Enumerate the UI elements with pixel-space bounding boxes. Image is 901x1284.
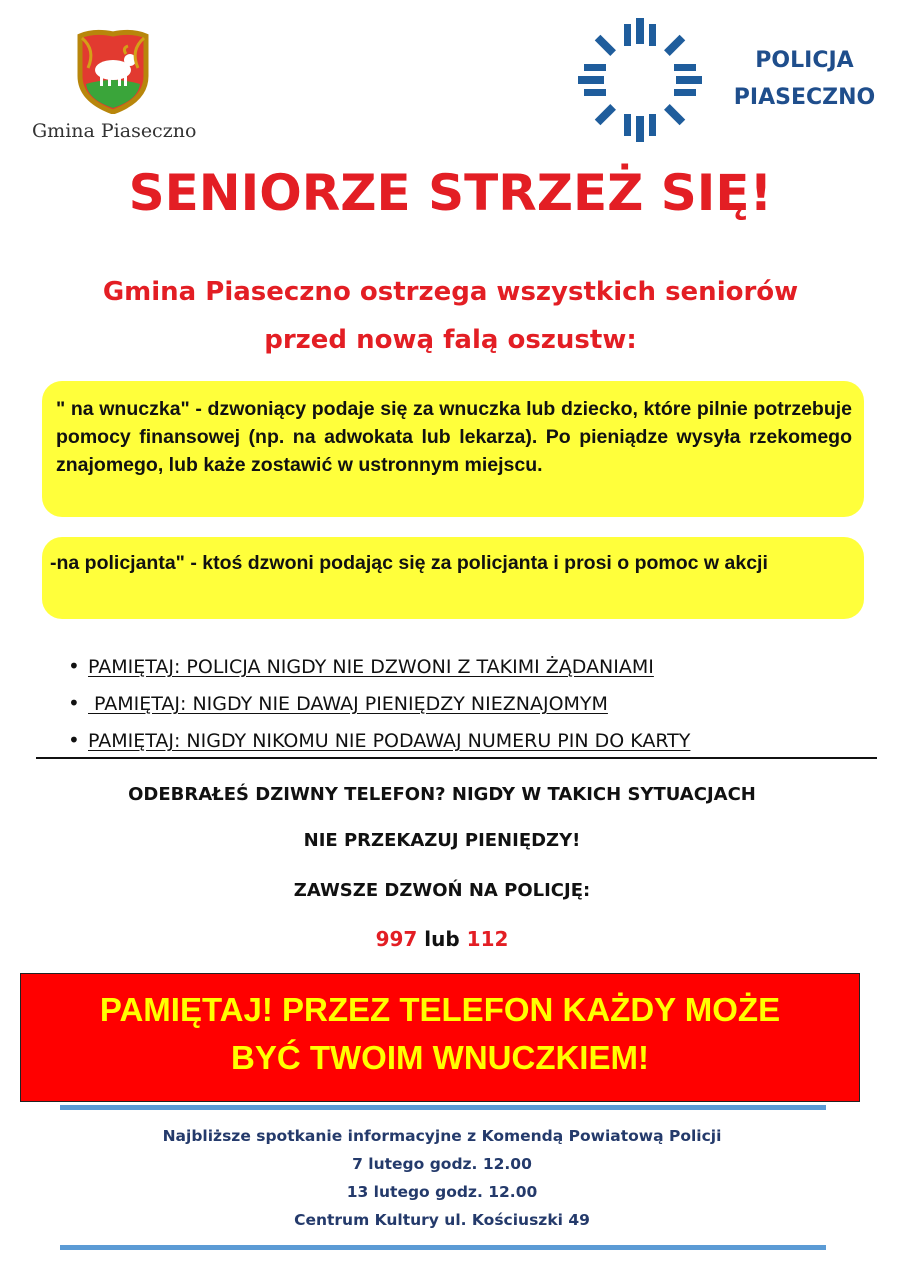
page-title: SENIORZE STRZEŻ SIĘ!	[128, 164, 773, 222]
list-item	[68, 685, 868, 722]
alert-box	[20, 973, 860, 1102]
divider-bottom	[60, 1245, 826, 1250]
police-line-1: POLICJA	[755, 48, 854, 73]
police-star-icon	[574, 14, 706, 146]
subtitle-line-2: przed nową falą oszustw:	[264, 325, 637, 355]
police-name	[722, 42, 887, 116]
meeting-line-1: Najbliższe spotkanie informacyjne z Komendą Powiatową Policji	[162, 1127, 722, 1145]
call-line-2: NIE PRZEKAZUJ PIENIĘDZY!	[303, 830, 581, 851]
meeting-date-2: 13 lutego godz. 12.00	[346, 1183, 538, 1201]
divider-top	[60, 1105, 826, 1110]
reminder-text: PAMIĘTAJ: POLICJA NIGDY NIE DZWONI Z TAKIMI ŻĄDANIAMI	[88, 656, 654, 678]
bullet-icon: •	[68, 728, 80, 752]
meeting-date-1: 7 lutego godz. 12.00	[352, 1155, 532, 1173]
alert-line-2: BYĆ TWOIM WNUCZKIEM!	[231, 1039, 649, 1076]
reminder-text: PAMIĘTAJ: NIGDY NIKOMU NIE PODAWAJ NUMERU PIN DO KARTY	[88, 730, 691, 752]
emergency-numbers	[0, 927, 884, 951]
numbers-separator: lub	[417, 927, 467, 951]
call-line-1: ODEBRAŁEŚ DZIWNY TELEFON? NIGDY W TAKICH SYTUACJACH	[128, 784, 756, 805]
call-line-3: ZAWSZE DZWOŃ NA POLICJĘ:	[293, 880, 591, 901]
list-item	[68, 648, 868, 685]
reminder-text: PAMIĘTAJ: NIGDY NIE DAWAJ PIENIĘDZY NIEZNAJOMYM	[88, 693, 608, 715]
police-line-2: PIASECZNO	[733, 85, 876, 110]
list-item	[68, 722, 868, 759]
warning-text: " na wnuczka" - dzwoniący podaje się za wnuczka lub dziecko, które pilnie potrzebuje pomocy finansowej (np. na adwokata lub lekarza). Po pieniądze wysyła rzekomego znajomego, lub każe zostawić w ustronnym miejscu.	[56, 398, 852, 476]
bullet-icon: •	[68, 691, 80, 715]
reminder-list	[68, 648, 868, 759]
emergency-number-997: 997	[375, 927, 418, 951]
divider	[36, 757, 877, 759]
bullet-icon: •	[68, 654, 80, 678]
subtitle-line-1: Gmina Piaseczno ostrzega wszystkich seniorów	[102, 277, 799, 307]
gmina-crest-icon	[74, 28, 152, 114]
alert-line-1: PAMIĘTAJ! PRZEZ TELEFON KAŻDY MOŻE	[99, 991, 781, 1028]
warning-text: -na policjanta" - ktoś dzwoni podając się za policjanta i prosi o pomoc w akcji	[50, 552, 768, 574]
gmina-name: Gmina Piaseczno	[32, 120, 197, 142]
meeting-info	[0, 1122, 884, 1234]
subtitle	[0, 268, 901, 364]
warning-box-grandchild	[42, 381, 864, 517]
warning-box-policeman	[42, 537, 864, 619]
emergency-number-112: 112	[466, 927, 509, 951]
meeting-location: Centrum Kultury ul. Kościuszki 49	[294, 1211, 590, 1229]
